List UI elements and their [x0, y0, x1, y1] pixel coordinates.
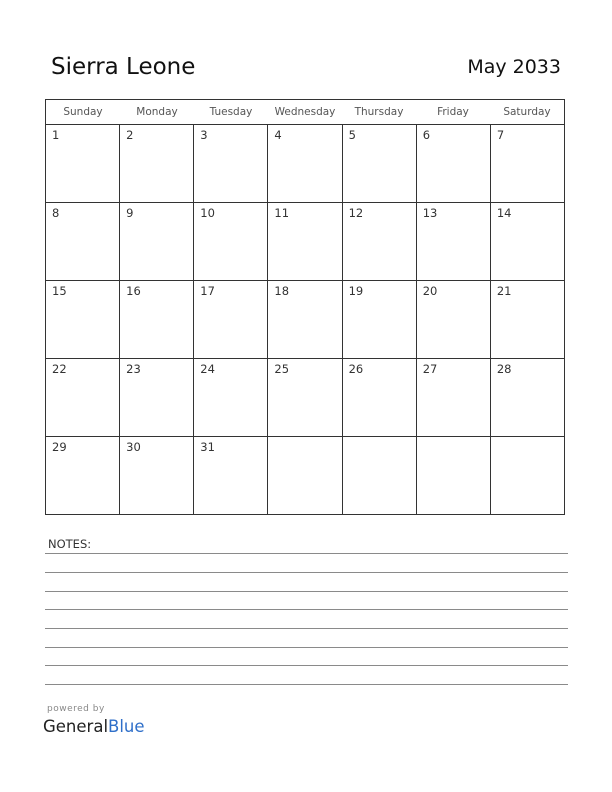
- day-cell: 26: [343, 359, 417, 436]
- day-cell: 13: [417, 203, 491, 280]
- day-cell: 10: [194, 203, 268, 280]
- day-cell: 4: [268, 125, 342, 202]
- calendar-grid: [45, 99, 565, 515]
- notes-line: [45, 591, 568, 592]
- week-row-2: [46, 203, 564, 281]
- weekday-wednesday: Wednesday: [274, 106, 336, 118]
- brand-blue-text: Blue: [108, 717, 145, 736]
- brand-general-text: General: [43, 717, 109, 736]
- notes-label: NOTES:: [48, 537, 92, 551]
- day-cell: [417, 437, 491, 514]
- day-cell: 22: [46, 359, 120, 436]
- week-row-1: [46, 125, 564, 203]
- week-row-5: [46, 437, 564, 514]
- notes-line: [45, 684, 568, 685]
- powered-by-text: powered by: [47, 704, 105, 714]
- day-cell: 20: [417, 281, 491, 358]
- day-cell: 29: [46, 437, 120, 514]
- notes-line: [45, 647, 568, 648]
- day-cell: 19: [343, 281, 417, 358]
- day-cell: 27: [417, 359, 491, 436]
- day-cell: 11: [268, 203, 342, 280]
- notes-line: [45, 609, 568, 610]
- weekday-tuesday: Tuesday: [209, 106, 253, 118]
- week-row-3: [46, 281, 564, 359]
- weekday-header-row: [46, 100, 564, 125]
- notes-line: [45, 665, 568, 666]
- generalblue-logo: [43, 717, 145, 736]
- day-cell: 7: [496, 128, 505, 142]
- day-cell: 8: [46, 203, 120, 280]
- day-cell: 23: [120, 359, 194, 436]
- month-year-title: May 2033: [467, 56, 561, 78]
- day-cell: 21: [496, 284, 512, 298]
- day-cell: 3: [194, 125, 268, 202]
- day-cell: 9: [120, 203, 194, 280]
- day-cell: 25: [268, 359, 342, 436]
- day-cell: 6: [417, 125, 491, 202]
- day-cell: 5: [343, 125, 417, 202]
- day-cell: 28: [496, 362, 512, 376]
- weekday-saturday: Saturday: [503, 106, 551, 118]
- day-cell: 18: [268, 281, 342, 358]
- day-cell: [343, 437, 417, 514]
- day-cell: 1: [46, 125, 120, 202]
- day-cell: 14: [496, 206, 512, 220]
- week-row-4: [46, 359, 564, 437]
- notes-line: [45, 628, 568, 629]
- day-cell: [268, 437, 342, 514]
- weekday-monday: Monday: [136, 106, 178, 118]
- country-title: Sierra Leone: [51, 54, 196, 80]
- day-cell: 17: [194, 281, 268, 358]
- day-cell: 24: [194, 359, 268, 436]
- weekday-friday: Friday: [437, 106, 469, 118]
- notes-line: [45, 553, 568, 554]
- notes-line: [45, 572, 568, 573]
- weekday-sunday: Sunday: [63, 106, 103, 118]
- day-cell: 2: [120, 125, 194, 202]
- day-cell: 30: [120, 437, 194, 514]
- day-cell: 12: [343, 203, 417, 280]
- day-cell: [491, 437, 564, 514]
- weekday-thursday: Thursday: [354, 106, 404, 118]
- day-cell: 16: [120, 281, 194, 358]
- day-cell: 31: [194, 437, 268, 514]
- day-cell: 15: [46, 281, 120, 358]
